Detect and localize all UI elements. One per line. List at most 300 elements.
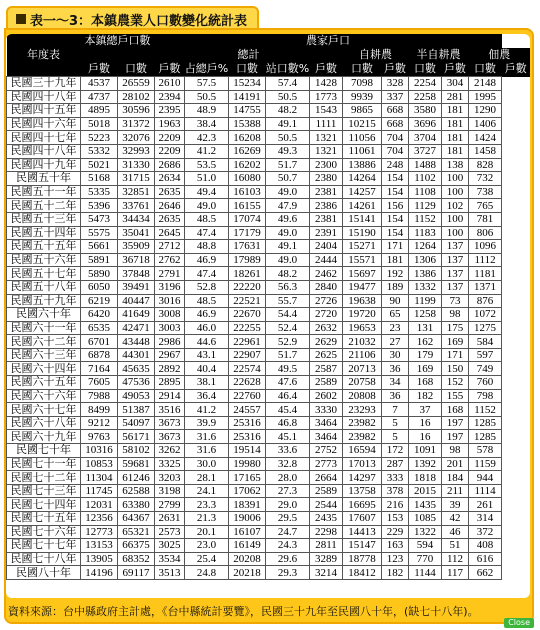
table-cell: 2712 <box>155 240 185 254</box>
table-cell: 20713 <box>343 362 382 376</box>
row-year-cell: 民國五十年 <box>7 172 81 186</box>
row-year-cell: 民國五十六年 <box>7 253 81 267</box>
table-cell: 1264 <box>409 240 442 254</box>
table-cell: 20758 <box>343 376 382 390</box>
table-cell: 23293 <box>343 403 382 417</box>
table-cell: 29.3 <box>266 566 310 580</box>
table-row <box>7 199 531 213</box>
table-cell: 69117 <box>118 566 155 580</box>
table-cell: 43.1 <box>185 348 229 362</box>
table-cell: 3325 <box>155 457 185 471</box>
table-cell: 34434 <box>118 212 155 226</box>
table-cell: 52.4 <box>266 321 310 335</box>
table-cell: 30596 <box>118 104 155 118</box>
table-cell: 4737 <box>81 90 118 104</box>
table-cell: 1112 <box>469 253 502 267</box>
table-cell: 44.6 <box>185 335 229 349</box>
table-cell: 19514 <box>229 444 266 458</box>
table-cell: 11056 <box>343 131 382 145</box>
table-cell: 2625 <box>310 348 343 362</box>
table-cell: 5018 <box>81 117 118 131</box>
table-cell: 5223 <box>81 131 118 145</box>
header-households: 戶數 <box>502 62 530 77</box>
table-cell: 37 <box>409 403 442 417</box>
table-cell: 8499 <box>81 403 118 417</box>
table-cell: 2635 <box>155 185 185 199</box>
table-cell: 2631 <box>155 512 185 526</box>
table-cell: 181 <box>442 144 469 158</box>
table-cell: 2762 <box>155 253 185 267</box>
table-cell: 154 <box>382 185 409 199</box>
table-cell: 28.0 <box>266 471 310 485</box>
header-households: 戶數 <box>442 62 469 77</box>
table-cell: 23982 <box>343 430 382 444</box>
table-cell: 2391 <box>310 226 343 240</box>
table-cell: 56.3 <box>266 280 310 294</box>
table-cell: 36 <box>382 389 409 403</box>
row-year-cell: 民國六十二年 <box>7 335 81 349</box>
table-row <box>7 280 531 294</box>
table-cell: 40447 <box>118 294 155 308</box>
table-cell: 49.6 <box>266 212 310 226</box>
table-row <box>7 321 531 335</box>
row-year-cell: 民國七十二年 <box>7 471 81 485</box>
table-cell: 22521 <box>229 294 266 308</box>
table-cell: 11304 <box>81 471 118 485</box>
table-cell: 57.4 <box>266 77 310 91</box>
header-households: 戶數 <box>310 62 343 77</box>
table-cell: 3580 <box>409 104 442 118</box>
table-cell: 58102 <box>118 444 155 458</box>
table-cell: 18261 <box>229 267 266 281</box>
table-cell: 944 <box>469 471 502 485</box>
table-cell: 1111 <box>310 117 343 131</box>
table-cell: 137 <box>442 240 469 254</box>
row-year-cell: 民國六十四年 <box>7 362 81 376</box>
table-cell: 25.4 <box>185 552 229 566</box>
table-cell: 11745 <box>81 484 118 498</box>
table-cell: 2544 <box>310 498 343 512</box>
table-cell: 48.5 <box>185 294 229 308</box>
table-cell: 5473 <box>81 212 118 226</box>
table-cell: 112 <box>442 552 469 566</box>
table-row <box>7 498 531 512</box>
table-body <box>7 77 531 580</box>
table-cell: 616 <box>469 552 502 566</box>
table-cell: 3289 <box>310 552 343 566</box>
table-cell: 229 <box>382 525 409 539</box>
table-cell: 47.4 <box>185 226 229 240</box>
table-row <box>7 294 531 308</box>
table-cell: 2381 <box>310 185 343 199</box>
table-cell: 49.3 <box>266 144 310 158</box>
table-cell: 43448 <box>118 335 155 349</box>
table-cell: 168 <box>409 376 442 390</box>
table-cell: 5332 <box>81 144 118 158</box>
table-cell: 27.3 <box>266 484 310 498</box>
table-cell: 45.4 <box>266 403 310 417</box>
table-cell: 39491 <box>118 280 155 294</box>
table-cell: 1488 <box>409 158 442 172</box>
table-cell: 192 <box>382 267 409 281</box>
table-cell: 30.0 <box>185 457 229 471</box>
table-cell: 201 <box>442 457 469 471</box>
table-cell: 24.3 <box>266 539 310 553</box>
table-cell: 31.6 <box>185 430 229 444</box>
table-cell: 21032 <box>343 335 382 349</box>
table-cell: 2967 <box>155 348 185 362</box>
table-cell: 2720 <box>310 308 343 322</box>
table-cell: 216 <box>382 498 409 512</box>
table-cell: 1424 <box>469 131 502 145</box>
table-cell: 1332 <box>409 280 442 294</box>
table-cell: 16 <box>409 430 442 444</box>
table-cell: 5 <box>382 430 409 444</box>
table-cell: 21.3 <box>185 512 229 526</box>
table-cell: 1102 <box>409 172 442 186</box>
table-row <box>7 212 531 226</box>
table-cell: 48.2 <box>266 267 310 281</box>
table-row <box>7 158 531 172</box>
table-cell: 1428 <box>310 77 343 91</box>
table-cell: 3196 <box>155 280 185 294</box>
row-year-cell: 民國五十四年 <box>7 226 81 240</box>
row-year-cell: 民國七十五年 <box>7 512 81 526</box>
table-cell: 13758 <box>343 484 382 498</box>
table-cell: 17631 <box>229 240 266 254</box>
table-cell: 23 <box>382 321 409 335</box>
table-cell: 2435 <box>310 512 343 526</box>
table-cell: 6420 <box>81 308 118 322</box>
row-year-cell: 民國七十四年 <box>7 498 81 512</box>
table-cell: 2634 <box>155 172 185 186</box>
table-cell: 38.1 <box>185 376 229 390</box>
table-cell: 49.0 <box>266 253 310 267</box>
table-title: 表一～3：本鎮農業人口數變化統計表 <box>30 13 248 29</box>
table-cell: 2811 <box>310 539 343 553</box>
table-cell: 378 <box>382 484 409 498</box>
table-row <box>7 376 531 390</box>
table-cell: 1258 <box>409 308 442 322</box>
table-cell: 7098 <box>343 77 382 91</box>
table-cell: 2587 <box>310 362 343 376</box>
table-cell: 2773 <box>310 457 343 471</box>
table-cell: 184 <box>442 471 469 485</box>
table-cell: 154 <box>382 212 409 226</box>
row-year-cell: 民國六十五年 <box>7 376 81 390</box>
table-row <box>7 552 531 566</box>
table-cell: 704 <box>382 131 409 145</box>
table-cell: 14413 <box>343 525 382 539</box>
table-cell: 154 <box>382 172 409 186</box>
table-cell: 40.4 <box>185 362 229 376</box>
header-farm: 農家戶口 <box>155 34 502 48</box>
table-cell: 1995 <box>469 90 502 104</box>
table-row <box>7 389 531 403</box>
table-cell: 5021 <box>81 158 118 172</box>
table-cell: 137 <box>442 267 469 281</box>
table-cell: 5 <box>382 416 409 430</box>
table-cell: 248 <box>382 158 409 172</box>
table-cell: 29.5 <box>266 512 310 526</box>
table-cell: 781 <box>469 212 502 226</box>
table-cell: 3696 <box>409 117 442 131</box>
table-cell: 6701 <box>81 335 118 349</box>
table-row <box>7 457 531 471</box>
table-cell: 20218 <box>229 566 266 580</box>
table-cell: 7988 <box>81 389 118 403</box>
table-cell: 2602 <box>310 389 343 403</box>
table-cell: 50.5 <box>266 90 310 104</box>
table-cell: 38.4 <box>185 117 229 131</box>
table-cell: 48.8 <box>185 240 229 254</box>
table-cell: 6535 <box>81 321 118 335</box>
table-cell: 2914 <box>155 389 185 403</box>
table-cell: 10215 <box>343 117 382 131</box>
table-row <box>7 77 531 91</box>
table-cell: 1181 <box>469 267 502 281</box>
table-cell: 1144 <box>409 566 442 580</box>
table-cell: 662 <box>469 566 502 580</box>
table-cell: 19477 <box>343 280 382 294</box>
table-cell: 47.9 <box>266 199 310 213</box>
table-cell: 3198 <box>155 484 185 498</box>
table-cell: 1306 <box>409 253 442 267</box>
table-cell: 211 <box>442 484 469 498</box>
table-cell: 23982 <box>343 416 382 430</box>
table-cell: 1183 <box>409 226 442 240</box>
table-cell: 25316 <box>229 430 266 444</box>
table-cell: 51.0 <box>185 172 229 186</box>
table-cell: 25316 <box>229 416 266 430</box>
table-cell: 19720 <box>343 308 382 322</box>
table-cell: 3214 <box>310 566 343 580</box>
table-cell: 46.8 <box>266 416 310 430</box>
table-cell: 3262 <box>155 444 185 458</box>
table-cell: 100 <box>442 212 469 226</box>
table-cell: 49053 <box>118 389 155 403</box>
table-cell: 32.8 <box>266 457 310 471</box>
table-cell: 1285 <box>469 416 502 430</box>
table-cell: 172 <box>382 444 409 458</box>
table-cell: 20208 <box>229 552 266 566</box>
table-cell: 15388 <box>229 117 266 131</box>
table-cell: 46.4 <box>266 389 310 403</box>
table-cell: 22907 <box>229 348 266 362</box>
table-cell: 22961 <box>229 335 266 349</box>
table-cell: 63380 <box>118 498 155 512</box>
table-cell: 51 <box>442 539 469 553</box>
table-cell: 2386 <box>310 199 343 213</box>
table-cell: 41.2 <box>185 144 229 158</box>
table-cell: 6050 <box>81 280 118 294</box>
table-cell: 9763 <box>81 430 118 444</box>
row-year-cell: 民國四十六年 <box>7 117 81 131</box>
table-cell: 732 <box>469 172 502 186</box>
table-cell: 90 <box>382 294 409 308</box>
row-year-cell: 民國五十八年 <box>7 280 81 294</box>
table-cell: 22255 <box>229 321 266 335</box>
table-cell: 15697 <box>343 267 382 281</box>
table-cell: 281 <box>442 90 469 104</box>
table-cell: 1321 <box>310 144 343 158</box>
table-cell: 16269 <box>229 144 266 158</box>
table-cell: 182 <box>382 566 409 580</box>
table-cell: 3704 <box>409 131 442 145</box>
table-cell: 9212 <box>81 416 118 430</box>
row-year-cell: 民國四十九年 <box>7 158 81 172</box>
table-cell: 17607 <box>343 512 382 526</box>
table-cell: 15571 <box>343 253 382 267</box>
table-cell: 2395 <box>155 104 185 118</box>
table-row <box>7 185 531 199</box>
table-cell: 32993 <box>118 144 155 158</box>
table-row <box>7 267 531 281</box>
table-cell: 59681 <box>118 457 155 471</box>
row-year-cell: 民國四十七年 <box>7 131 81 145</box>
table-title-tab <box>6 6 259 30</box>
table-cell: 98 <box>442 308 469 322</box>
table-cell: 26559 <box>118 77 155 91</box>
table-cell: 98 <box>442 444 469 458</box>
table-cell: 29.6 <box>266 552 310 566</box>
table-cell: 31715 <box>118 172 155 186</box>
table-cell: 13153 <box>81 539 118 553</box>
row-year-cell: 民國五十二年 <box>7 199 81 213</box>
row-year-cell: 民國六十年 <box>7 308 81 322</box>
table-row <box>7 471 531 485</box>
header-total: 總計 <box>155 48 343 62</box>
table-cell: 34 <box>382 376 409 390</box>
table-cell: 32851 <box>118 185 155 199</box>
table-cell: 37848 <box>118 267 155 281</box>
row-year-cell: 民國七十年 <box>7 444 81 458</box>
table-cell: 49.0 <box>266 226 310 240</box>
header-population: 口數 <box>343 62 382 77</box>
table-cell: 7164 <box>81 362 118 376</box>
table-cell: 16594 <box>343 444 382 458</box>
table-cell: 171 <box>382 240 409 254</box>
table-cell: 35041 <box>118 226 155 240</box>
table-cell: 156 <box>382 199 409 213</box>
table-cell: 2791 <box>155 267 185 281</box>
table-cell: 48.5 <box>185 212 229 226</box>
table-cell: 2646 <box>155 199 185 213</box>
table-cell: 18391 <box>229 498 266 512</box>
table-cell: 2298 <box>310 525 343 539</box>
table-cell: 328 <box>382 77 409 91</box>
table-cell: 49.1 <box>266 240 310 254</box>
table-cell: 24.8 <box>185 566 229 580</box>
table-cell: 31330 <box>118 158 155 172</box>
table-cell: 3008 <box>155 308 185 322</box>
table-cell: 5396 <box>81 199 118 213</box>
row-year-cell: 民國七十一年 <box>7 457 81 471</box>
table-cell: 1386 <box>409 267 442 281</box>
table-cell: 56171 <box>118 430 155 444</box>
table-cell: 100 <box>442 185 469 199</box>
header-population: 口數 <box>118 62 155 77</box>
table-cell: 7605 <box>81 376 118 390</box>
table-cell: 1285 <box>469 430 502 444</box>
table-cell: 2380 <box>310 172 343 186</box>
table-cell: 117 <box>442 566 469 580</box>
table-cell: 876 <box>469 294 502 308</box>
row-year-cell: 民國五十九年 <box>7 294 81 308</box>
close-button[interactable]: Close <box>504 618 534 628</box>
table-cell: 6219 <box>81 294 118 308</box>
table-cell: 24.1 <box>185 484 229 498</box>
table-cell: 5168 <box>81 172 118 186</box>
table-cell: 2986 <box>155 335 185 349</box>
table-row <box>7 308 531 322</box>
table-cell: 28.1 <box>185 471 229 485</box>
table-cell: 10316 <box>81 444 118 458</box>
table-cell: 169 <box>442 335 469 349</box>
table-cell: 16208 <box>229 131 266 145</box>
header-self: 自耕農 <box>343 48 409 62</box>
table-cell: 2381 <box>310 212 343 226</box>
table-cell: 2258 <box>409 90 442 104</box>
table-cell: 15234 <box>229 77 266 91</box>
row-year-cell: 民國七十六年 <box>7 525 81 539</box>
table-cell: 1458 <box>469 144 502 158</box>
row-year-cell: 民國六十六年 <box>7 389 81 403</box>
table-cell: 3016 <box>155 294 185 308</box>
table-cell: 22670 <box>229 308 266 322</box>
table-row <box>7 512 531 526</box>
header-tenant: 佃農 <box>469 48 531 62</box>
table-cell: 11061 <box>343 144 382 158</box>
table-cell: 29.0 <box>266 498 310 512</box>
table-cell: 22760 <box>229 389 266 403</box>
row-year-cell: 民國四十八年 <box>7 144 81 158</box>
table-cell: 42 <box>442 512 469 526</box>
table-cell: 261 <box>469 498 502 512</box>
row-year-cell: 民國五十七年 <box>7 267 81 281</box>
table-cell: 15190 <box>343 226 382 240</box>
table-row <box>7 348 531 362</box>
table-cell: 2629 <box>310 335 343 349</box>
row-year-cell: 民國三十九年 <box>7 77 81 91</box>
source-note: 資料來源：台中縣政府主計處，《台中縣統計要覽》，民國三十九年至民國八十年，(缺七十八年)。 <box>8 605 479 618</box>
table-cell: 22628 <box>229 376 266 390</box>
table-cell: 314 <box>469 512 502 526</box>
table-cell: 1371 <box>469 280 502 294</box>
table-cell: 1275 <box>469 321 502 335</box>
table-cell: 41.2 <box>185 403 229 417</box>
row-year-cell: 民國四十五年 <box>7 104 81 118</box>
table-cell: 155 <box>442 389 469 403</box>
table-cell: 36 <box>382 362 409 376</box>
table-cell: 765 <box>469 199 502 213</box>
header-semi: 半自耕農 <box>409 48 469 62</box>
row-year-cell: 民國六十九年 <box>7 430 81 444</box>
table-cell: 51.7 <box>266 348 310 362</box>
table-cell: 704 <box>382 144 409 158</box>
table-cell: 100 <box>442 172 469 186</box>
table-cell: 3513 <box>155 566 185 580</box>
table-cell: 12356 <box>81 512 118 526</box>
table-cell: 9865 <box>343 104 382 118</box>
table-cell: 57.5 <box>185 77 229 91</box>
table-cell: 2664 <box>310 471 343 485</box>
table-cell: 150 <box>442 362 469 376</box>
table-cell: 597 <box>469 348 502 362</box>
table-cell: 181 <box>442 104 469 118</box>
table-row <box>7 430 531 444</box>
table-cell: 1085 <box>409 512 442 526</box>
